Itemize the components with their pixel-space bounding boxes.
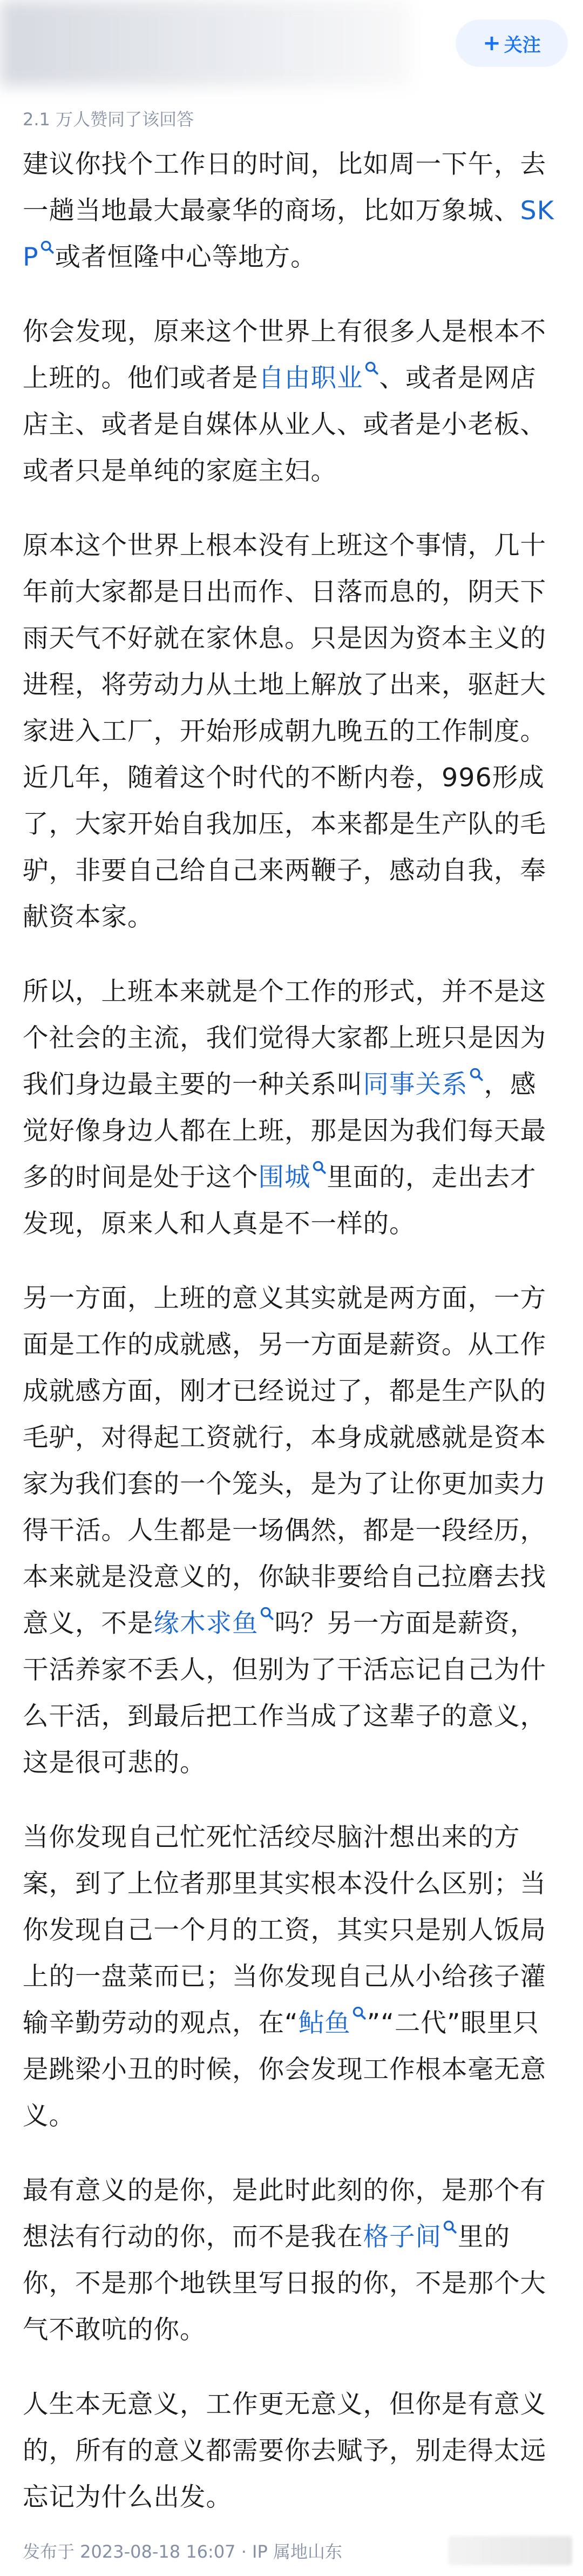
- paragraph-5: 另一方面，上班的意义其实就是两方面，一方面是工作的成就感，另一方面是薪资。从工作成就感方面，刚才已经说过了，都是生产队的毛驴，对得起工资就行，本身成就感就是资本家为我们套的一个笼头，是为了让你更加卖力得干活。人生都是一场偶然，都是一段经历，本来就是没意义的，你缺非要给自己拉磨去找意义，不是缘木求鱼 吗？另一方面是薪资，干活养家不丢人，但别为了干活忘记自己为什么干活，到最后把工作当成了这辈子的意义，这是很可悲的。: [23, 1284, 546, 1778]
- link-freelance[interactable]: 自由职业: [259, 363, 379, 393]
- answer-content: [23, 141, 560, 2549]
- author-header: [0, 0, 583, 91]
- follow-button[interactable]: [456, 19, 568, 67]
- search-icon: [364, 361, 379, 376]
- link-cubicle[interactable]: 格子间: [363, 2222, 458, 2252]
- watermark: [448, 2536, 572, 2565]
- search-icon: [469, 1067, 484, 1082]
- search-icon: [260, 1606, 275, 1621]
- upvote-count: 2.1 万人赞同了该回答: [23, 109, 194, 130]
- search-icon: [312, 1160, 327, 1175]
- link-colleague-relation[interactable]: 同事关系: [363, 1070, 484, 1100]
- follow-label: 关注: [504, 34, 541, 56]
- link-futile-pursuit[interactable]: 缘木求鱼: [154, 1609, 275, 1638]
- paragraph-7: 最有意义的是你，是此时此刻的你，是那个有想法有行动的你，而不是我在格子间 里的你，不是那个地铁里写日报的你，不是那个大气不敢吭的你。: [23, 2176, 546, 2345]
- plus-icon: +: [483, 31, 501, 56]
- paragraph-3: 原本这个世界上根本没有上班这个事情，几十年前大家都是日出而作、日落而息的，阴天下雨天气不好就在家休息。只是因为资本主义的进程，将劳动力从土地上解放了出来，驱赶大家进入工厂，开始形成朝九晚五的工作制度。近几年，随着这个时代的不断内卷，996形成了，大家开始自我加压，本来都是生产队的毛驴，非要自己给自己来两鞭子，感动自我，奉献资本家。: [23, 531, 546, 932]
- link-besieged-city[interactable]: 围城: [259, 1163, 327, 1192]
- publish-info: 发布于 2023-08-18 16:07 · IP 属地山东: [23, 2541, 342, 2562]
- link-catfish[interactable]: 鲇鱼: [299, 2008, 367, 2038]
- search-icon: [40, 240, 55, 255]
- search-icon: [443, 2220, 458, 2235]
- paragraph-4: 所以，上班本来就是个工作的形式，并不是这个社会的主流，我们觉得大家都上班只是因为我们身边最主要的一种关系叫同事关系 ，感觉好像身边人都在上班，那是因为我们每天最多的时间是处于这个围城 里面的，走出去才发现，原来人和人真是不一样的。: [23, 977, 546, 1239]
- paragraph-6: 当你发现自己忙死忙活绞尽脑汁想出来的方案，到了上位者那里其实根本没什么区别；当你发现自己一个月的工资，其实只是别人饭局上的一盘菜而已；当你发现自己从小给孩子灌输辛勤劳动的观点，在“鲇鱼 ”“二代”眼里只是跳梁小丑的时候，你会发现工作根本毫无意义。: [23, 1823, 546, 2131]
- link-skp[interactable]: SKP: [23, 196, 554, 272]
- paragraph-2: 你会发现，原来这个世界上有很多人是根本不上班的。他们或者是自由职业 、或者是网店店主、或者是自媒体从业人、或者是小老板、或者只是单纯的家庭主妇。: [23, 317, 546, 486]
- search-icon: [352, 2006, 367, 2021]
- paragraph-1: 建议你找个工作日的时间，比如周一下午，去一趟当地最大最豪华的商场，比如万象城、SKP 或者恒隆中心等地方。: [23, 150, 554, 272]
- author-info-blurred: [0, 0, 410, 86]
- paragraph-8: 人生本无意义，工作更无意义，但你是有意义的，所有的意义都需要你去赋予，别走得太远忘记为什么出发。: [23, 2390, 546, 2512]
